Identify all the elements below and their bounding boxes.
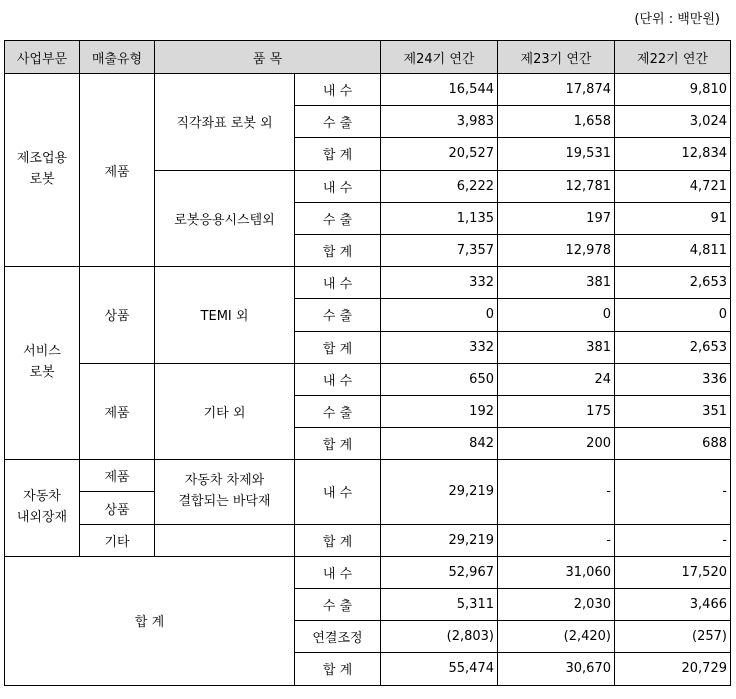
table-row (5, 460, 731, 492)
type-product: 제품 (80, 74, 155, 267)
table-row (5, 267, 731, 299)
header-segment: 사업부문 (5, 41, 80, 74)
type-product: 제품 (80, 460, 155, 492)
value-cell: 351 (615, 395, 731, 427)
value-cell: 6,222 (381, 170, 498, 202)
value-cell: 19,531 (498, 138, 615, 170)
value-cell: 192 (381, 395, 498, 427)
value-cell: 332 (381, 267, 498, 299)
value-cell: 842 (381, 428, 498, 460)
segment-total: 합 계 (5, 556, 295, 685)
header-type: 매출유형 (80, 41, 155, 74)
label-export: 수 출 (295, 299, 381, 331)
item-temi: TEMI 외 (155, 267, 295, 364)
value-cell: 4,721 (615, 170, 731, 202)
value-cell: 7,357 (381, 234, 498, 266)
value-cell: 5,311 (381, 589, 498, 621)
label-subtotal: 합 계 (295, 428, 381, 460)
label-domestic: 내 수 (295, 460, 381, 524)
value-cell: 3,983 (381, 106, 498, 138)
value-cell: 29,219 (381, 524, 498, 556)
value-cell: 381 (498, 331, 615, 363)
value-cell: 175 (498, 395, 615, 427)
label-domestic: 내 수 (295, 74, 381, 106)
table-row (5, 556, 731, 588)
value-cell: 31,060 (498, 556, 615, 588)
value-cell: 17,874 (498, 74, 615, 106)
value-cell: 3,024 (615, 106, 731, 138)
value-cell: 2,653 (615, 331, 731, 363)
label-domestic: 내 수 (295, 170, 381, 202)
header-row (5, 41, 731, 74)
value-cell: 197 (498, 202, 615, 234)
value-cell: - (498, 524, 615, 556)
value-cell: - (498, 460, 615, 524)
sales-table (4, 40, 731, 686)
value-cell: 0 (381, 299, 498, 331)
table-row (5, 363, 731, 395)
label-export: 수 출 (295, 589, 381, 621)
value-cell: 0 (615, 299, 731, 331)
value-cell: 381 (498, 267, 615, 299)
table-row (5, 524, 731, 556)
value-cell: 16,544 (381, 74, 498, 106)
header-item: 품 목 (155, 41, 381, 74)
segment-manufacturing (5, 74, 80, 267)
item-cartesian: 직각좌표 로봇 외 (155, 74, 295, 171)
value-cell: - (615, 460, 731, 524)
value-cell: 12,834 (615, 138, 731, 170)
value-cell: 1,658 (498, 106, 615, 138)
label-export: 수 출 (295, 395, 381, 427)
item-others: 기타 외 (155, 363, 295, 460)
label-subtotal: 합 계 (295, 653, 381, 685)
type-goods: 상품 (80, 492, 155, 524)
value-cell: 200 (498, 428, 615, 460)
value-cell: 20,527 (381, 138, 498, 170)
value-cell: 12,781 (498, 170, 615, 202)
value-cell: 336 (615, 363, 731, 395)
value-cell: (2,803) (381, 621, 498, 653)
value-cell: 4,811 (615, 234, 731, 266)
item-floor (155, 460, 295, 524)
value-cell: 55,474 (381, 653, 498, 685)
header-period-22: 제22기 연간 (615, 41, 731, 74)
value-cell: 0 (498, 299, 615, 331)
label-domestic: 내 수 (295, 556, 381, 588)
item-robot-system: 로봇응용시스템외 (155, 170, 295, 267)
label-subtotal: 합 계 (295, 524, 381, 556)
item-empty (155, 524, 295, 556)
value-cell: 29,219 (381, 460, 498, 524)
value-cell: 52,967 (381, 556, 498, 588)
segment-label: 자동차 내외장재 (16, 489, 68, 526)
label-domestic: 내 수 (295, 267, 381, 299)
value-cell: 2,653 (615, 267, 731, 299)
value-cell: 2,030 (498, 589, 615, 621)
segment-service (5, 267, 80, 460)
value-cell: 1,135 (381, 202, 498, 234)
label-domestic: 내 수 (295, 363, 381, 395)
label-export: 수 출 (295, 202, 381, 234)
value-cell: 24 (498, 363, 615, 395)
unit-label: (단위 : 백만원) (634, 12, 720, 27)
label-export: 수 출 (295, 106, 381, 138)
label-subtotal: 합 계 (295, 138, 381, 170)
value-cell: 9,810 (615, 74, 731, 106)
value-cell: 20,729 (615, 653, 731, 685)
value-cell: 17,520 (615, 556, 731, 588)
value-cell: 688 (615, 428, 731, 460)
value-cell: 12,978 (498, 234, 615, 266)
value-cell: (2,420) (498, 621, 615, 653)
header-period-23: 제23기 연간 (498, 41, 615, 74)
label-subtotal: 합 계 (295, 234, 381, 266)
value-cell: 650 (381, 363, 498, 395)
table-row (5, 74, 731, 106)
value-cell: 30,670 (498, 653, 615, 685)
value-cell: 332 (381, 331, 498, 363)
type-product: 제품 (80, 363, 155, 460)
type-goods: 상품 (80, 267, 155, 364)
segment-automotive (5, 460, 80, 557)
segment-label: 서비스 로봇 (23, 344, 61, 381)
label-consolidation: 연결조정 (295, 621, 381, 653)
value-cell: (257) (615, 621, 731, 653)
value-cell: - (615, 524, 731, 556)
header-period-24: 제24기 연간 (381, 41, 498, 74)
item-label: 자동차 차제와 결합되는 바닥재 (178, 473, 271, 509)
segment-label: 제조업용 로봇 (16, 151, 68, 188)
value-cell: 3,466 (615, 589, 731, 621)
type-other: 기타 (80, 524, 155, 556)
label-subtotal: 합 계 (295, 331, 381, 363)
value-cell: 91 (615, 202, 731, 234)
